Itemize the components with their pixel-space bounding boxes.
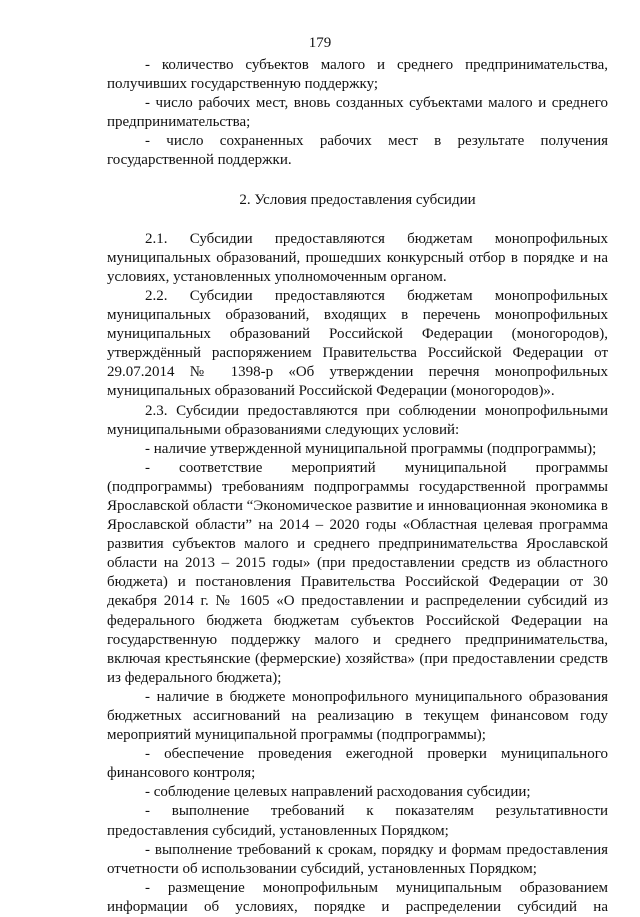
condition-item: - соответствие мероприятий муниципальной программы (подпрограммы) требованиям подпрограммы государственной программы Ярославской области “Экономическое развитие и инновационная экономика в Ярославской области” на 2014 – 2020 годы «Областная целевая программа развития субъектов малого и среднего предпринимательства Ярославской области на 2013 – 2015 годы» (при предоставлении средств из областного бюджета) и постановления Правительства Российской Федерации от 30 декабря 2014 г. № 1605 «О предоставлении и распределении субсидий из федерального бюджета бюджетам субъектов Российской Федерации на государственную поддержку малого и среднего предпринимательства, включая крестьянские (фермерские) хозяйства» (при предоставлении средств из федерального бюджета); [107, 459, 608, 686]
section-heading: 2. Условия предоставления субсидии [239, 191, 476, 208]
clause-2-1: 2.1. Субсидии предоставляются бюджетам монопрофильных муниципальных образований, прошедших конкурсный отбор в порядке и на условиях, установленных уполномоченным органом. [107, 230, 608, 285]
intro-item: - число рабочих мест, вновь созданных субъектами малого и среднего предпринимательства; [107, 95, 608, 131]
condition-item: - наличие в бюджете монопрофильного муниципального образования бюджетных ассигнований на реализацию в текущем финансовом году мероприятий муниципальной программы (подпрограммы); [107, 688, 608, 744]
page-number: 179 [308, 35, 332, 51]
condition-item: - размещение монопрофильным муниципальным образованием информации об условиях, порядке и распределении субсидий на [107, 879, 608, 915]
intro-item: - количество субъектов малого и среднего предпринимательства, получивших государственную поддержку; [107, 57, 608, 93]
clause-2-3: 2.3. Субсидии предоставляются при соблюдении монопрофильными муниципальными образованиями следующих условий: [107, 402, 608, 438]
condition-item: - выполнение требований к срокам, порядку и формам предоставления отчетности об использовании субсидий, установленных Порядком; [107, 841, 608, 877]
intro-item: - число сохраненных рабочих мест в результате получения государственной поддержки. [107, 133, 608, 169]
clause-2-2: 2.2. Субсидии предоставляются бюджетам монопрофильных муниципальных образований, входящих в перечень монопрофильных муниципальных образований Российской Федерации (моногородов), утверждённый распоряжением Правительства Российской Федерации от 29.07.2014 № 1398-р «Об утверждении перечня монопрофильных муниципальных образований Российской Федерации (моногородов)». [107, 287, 608, 400]
condition-item: - соблюдение целевых направлений расходования субсидии; [145, 784, 531, 801]
condition-item: - выполнение требований к показателям результативности предоставления субсидий, установленных Порядком; [107, 803, 608, 839]
condition-item: - обеспечение проведения ежегодной проверки муниципального финансового контроля; [107, 746, 608, 782]
document-body [107, 56, 608, 917]
condition-item: - наличие утвержденной муниципальной программы (подпрограммы); [145, 440, 597, 457]
